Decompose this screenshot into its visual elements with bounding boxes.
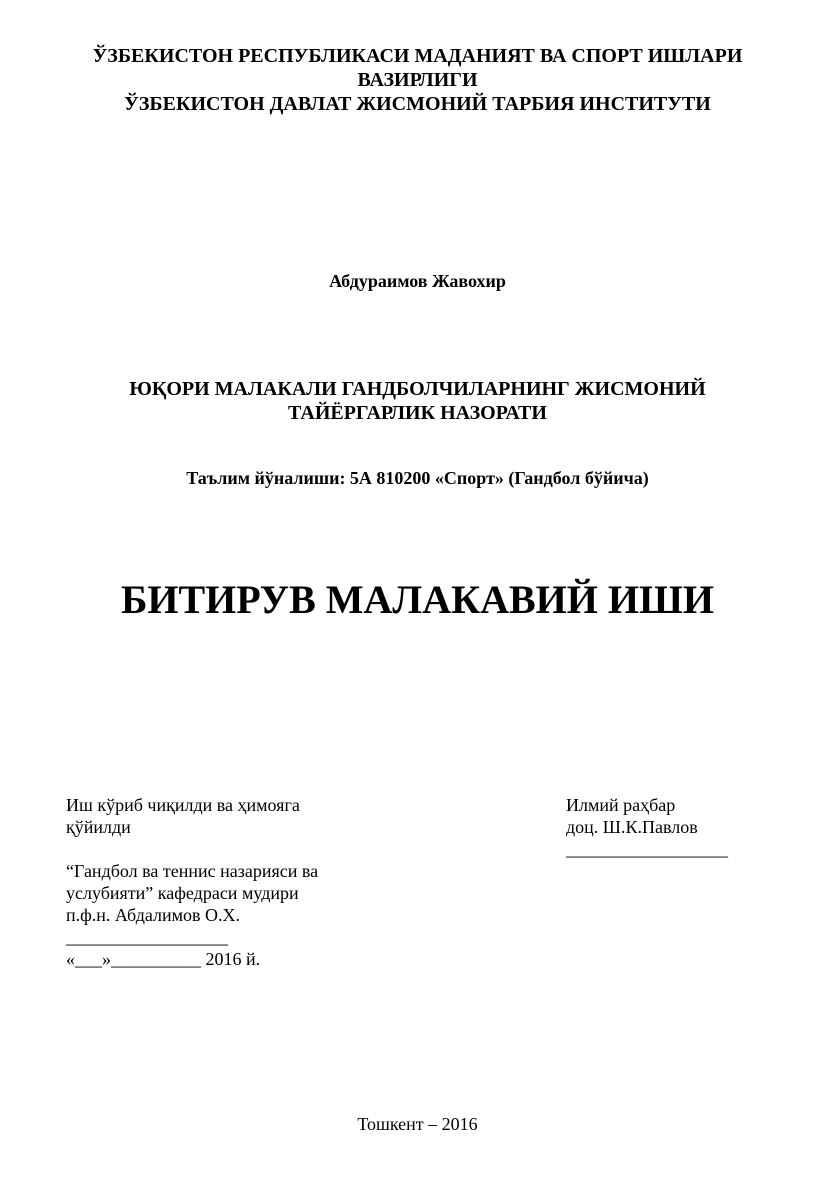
- ministry-line-2: ВАЗИРЛИГИ: [357, 69, 478, 91]
- topic-line-2: ТАЙЁРГАРЛИК НАЗОРАТИ: [288, 402, 547, 424]
- supervisor-signature-line: __________________: [566, 839, 728, 859]
- spacer: [66, 838, 426, 860]
- author-name: Абдураимов Жавохир: [329, 271, 506, 291]
- ministry-line-1: ЎЗБЕКИСТОН РЕСПУБЛИКАСИ МАДАНИЯТ ВА СПОРТ ИШЛАРИ: [92, 45, 743, 67]
- topic-line-1: ЮҚОРИ МАЛАКАЛИ ГАНДБОЛЧИЛАРНИНГ ЖИСМОНИЙ: [129, 378, 706, 400]
- institute-name: ЎЗБЕКИСТОН ДАВЛАТ ЖИСМОНИЙ ТАРБИЯ ИНСТИТУТИ: [124, 93, 711, 115]
- approval-signature-line: __________________: [66, 927, 228, 947]
- approval-block: [66, 794, 426, 970]
- approval-line-2: қўйилди: [66, 817, 131, 837]
- education-direction: Таълим йўналиши: 5А 810200 «Спорт» (Гандбол бўйича): [186, 468, 649, 488]
- approval-line-1: Иш кўриб чиқилди ва ҳимояга: [66, 795, 300, 815]
- supervisor-block: [566, 794, 786, 860]
- work-type-title: БИТИРУВ МАЛАКАВИЙ ИШИ: [120, 577, 715, 622]
- department-head-name: п.ф.н. Абдалимов О.Х.: [66, 905, 241, 925]
- department-line-2: услубияти” кафедраси мудири: [66, 883, 299, 903]
- approval-date-line: «___»__________ 2016 й.: [66, 949, 261, 969]
- department-line-1: “Гандбол ва теннис назарияси ва: [66, 861, 319, 881]
- thesis-topic: [0, 377, 835, 425]
- city-year: Тошкент – 2016: [357, 1114, 478, 1134]
- ministry-header: [0, 44, 835, 116]
- supervisor-name: доц. Ш.К.Павлов: [566, 817, 698, 837]
- supervisor-title: Илмий раҳбар: [566, 795, 676, 815]
